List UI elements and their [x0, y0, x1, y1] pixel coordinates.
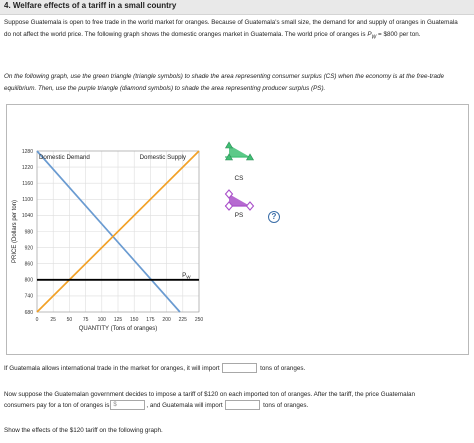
y-tick-label: 740 — [24, 293, 33, 300]
y-tick-labels — [22, 149, 33, 316]
intro-text: Suppose Guatemala is open to free trade in the world market for oranges. Because of Guatemala's small size, the demand for and supply of oranges in Guatemala do not affect the world price. The following graph shows the domestic oranges market in Guatemala. The world price of oranges is — [4, 19, 458, 38]
world-price-value: = $800 per ton. — [376, 30, 421, 38]
q2-text: consumers pay for a ton of oranges is — [4, 402, 110, 409]
x-tick-label: 150 — [130, 317, 139, 323]
y-tick-label: 680 — [24, 309, 33, 316]
question-imports — [4, 363, 305, 374]
y-tick-label: 1160 — [22, 181, 33, 187]
y-tick-label: 1040 — [21, 213, 33, 220]
world-price-symbol: P — [367, 30, 372, 38]
question-tariff-line1: Now suppose the Guatemalan government decides to impose a tariff of $120 on each imported ton of oranges. After the tariff, the price Guatemalan — [4, 391, 416, 398]
tariff-imports-input[interactable] — [225, 400, 260, 410]
ps-label: PS — [234, 212, 244, 219]
x-tick-label: 50 — [66, 317, 73, 323]
question-title: 4. Welfare effects of a tariff in a small country — [4, 1, 177, 10]
demand-label: Domestic Demand — [38, 154, 90, 161]
ps-tool[interactable] — [225, 190, 254, 219]
x-tick-label: 200 — [162, 317, 171, 323]
q2-unit-text: tons of oranges. — [263, 402, 309, 409]
help-icon[interactable]: ? — [268, 211, 280, 223]
cs-tool[interactable] — [225, 142, 254, 182]
question-header — [0, 0, 474, 15]
q1-text: If Guatemala allows international trade in the market for oranges, it will import — [4, 365, 220, 372]
x-tick-label: 75 — [82, 317, 89, 323]
imports-input[interactable] — [222, 363, 257, 373]
y-tick-label: 1280 — [21, 148, 33, 155]
world-price-label: $P_W$ — [182, 271, 191, 280]
x-tick-label: 25 — [50, 317, 56, 323]
y-tick-label: 920 — [24, 245, 33, 252]
cs-triangle-marker — [226, 142, 233, 148]
q1-unit-text: tons of oranges. — [260, 365, 306, 372]
x-tick-label: 125 — [113, 317, 123, 323]
question-tariff-line2 — [4, 400, 308, 411]
graph-panel — [6, 104, 469, 355]
question-tariff-graph: Show the effects of the $120 tariff on the following graph. — [4, 427, 163, 434]
ps-diamond-marker — [247, 202, 254, 210]
instructions-paragraph: On the following graph, use the green triangle (triangle symbols) to shade the area representing consumer surplus (CS) when the economy is at the free-trade equilibrium. Then, use the purple triangle (diamond symbols) to shade the area representing producer surplus (PS). — [4, 73, 444, 92]
y-tick-label: 860 — [24, 261, 33, 268]
supply-label: Domestic Supply — [139, 154, 187, 161]
surplus-chart[interactable] — [7, 105, 468, 354]
tariff-price-input[interactable] — [110, 400, 145, 410]
world-price-subscript: W — [371, 33, 377, 40]
y-tick-label: 1220 — [21, 164, 33, 171]
cs-triangle-icon[interactable] — [229, 145, 250, 157]
x-tick-label: 175 — [146, 317, 155, 323]
y-tick-label: 980 — [24, 229, 33, 236]
y-tick-label: 1100 — [22, 197, 33, 204]
x-tick-labels — [36, 317, 204, 323]
y-tick-label: 800 — [24, 277, 33, 284]
q2-mid-text: , and Guatemala will import — [146, 402, 223, 409]
x-tick-label: 250 — [194, 317, 204, 323]
dollar-unit: $ — [113, 402, 117, 409]
intro-paragraph — [4, 17, 466, 43]
cs-label: CS — [234, 175, 244, 182]
x-tick-label: 0 — [35, 317, 39, 323]
x-axis-label: QUANTITY (Tons of oranges) — [78, 326, 158, 332]
x-tick-label: 225 — [178, 317, 187, 323]
ps-triangle-icon[interactable] — [229, 194, 250, 206]
y-axis-label: PRICE (Dollars per ton) — [12, 199, 18, 264]
x-tick-label: 100 — [97, 317, 106, 323]
